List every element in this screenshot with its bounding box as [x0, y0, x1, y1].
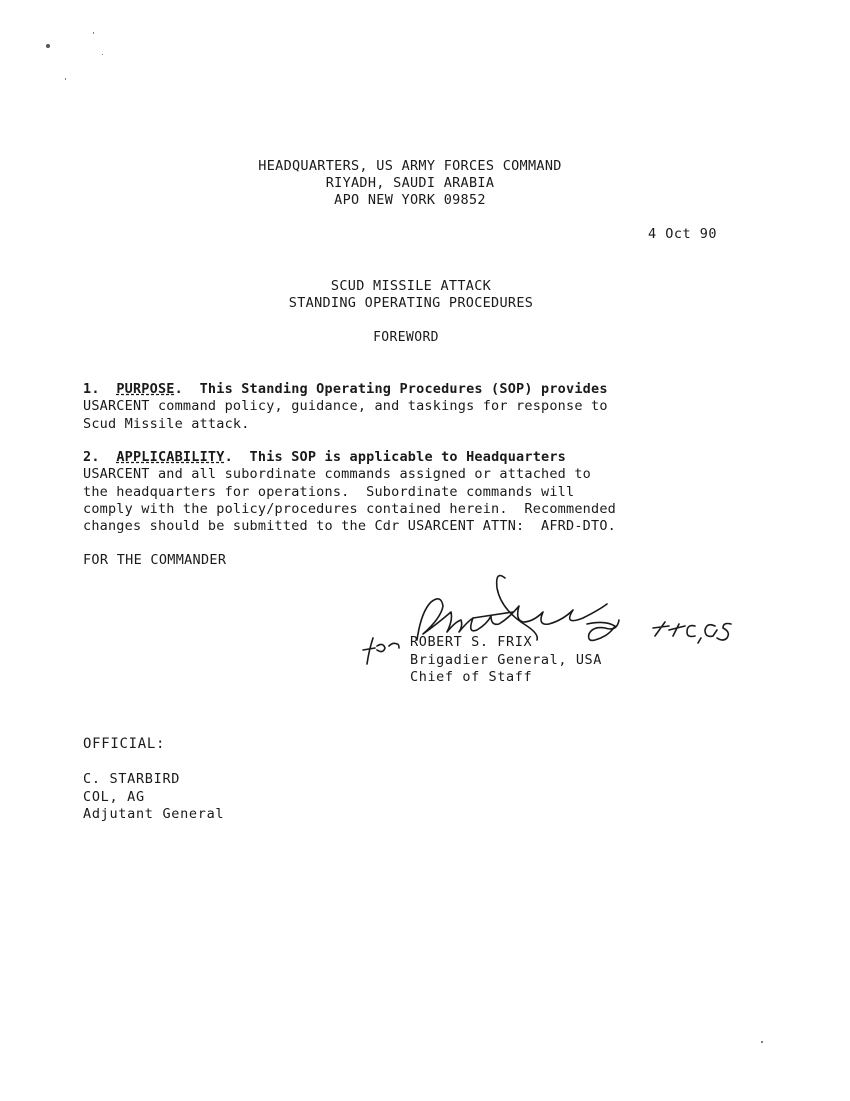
paragraph-heading: APPLICABILITY [116, 449, 225, 465]
official-title: Adjutant General [83, 806, 225, 822]
applicability-paragraph [83, 449, 743, 535]
header-line-1: HEADQUARTERS, US ARMY FORCES COMMAND [258, 158, 562, 174]
document-date: 4 Oct 90 [648, 226, 718, 242]
scan-speck [93, 32, 94, 34]
header-line-3: APO NEW YORK 09852 [334, 192, 486, 208]
paragraph-line [83, 449, 743, 466]
signature-block [410, 634, 602, 687]
official-block [83, 771, 224, 824]
foreword-heading: FOREWORD [373, 330, 439, 345]
paragraph-text: . This Standing Operating Procedures (SOP) provides [174, 381, 608, 397]
paragraph-text: . This SOP is applicable to Headquarters [224, 449, 567, 465]
document-title [0, 278, 822, 312]
scan-speck [761, 1041, 763, 1043]
title-line-1: SCUD MISSILE ATTACK [330, 278, 492, 294]
scan-speck [46, 44, 50, 48]
official-name: C. STARBIRD [83, 771, 181, 787]
signer-title: Chief of Staff [410, 669, 533, 685]
paragraph-line: USARCENT and all subordinate commands assigned or attached to [83, 466, 591, 483]
paragraph-number: 2. [83, 449, 100, 465]
signer-rank: Brigadier General, USA [410, 651, 603, 668]
official-label: OFFICIAL: [83, 736, 166, 752]
official-rank: COL, AG [83, 788, 145, 805]
commander-line: FOR THE COMMANDER [83, 552, 227, 568]
scan-speck [65, 78, 66, 80]
paragraph-line: changes should be submitted to the Cdr USARCENT ATTN: AFRD-DTO. [83, 518, 616, 535]
paragraph-line: USARCENT command policy, guidance, and taskings for response to [83, 398, 608, 415]
paragraph-line: the headquarters for operations. Subordinate commands will [83, 483, 575, 500]
paragraph-number: 1. [83, 381, 100, 397]
header-line-2: RIYADH, SAUDI ARABIA [325, 175, 495, 191]
paragraph-line: Scud Missile attack. [83, 415, 250, 432]
scan-speck [102, 54, 103, 55]
document-header [0, 158, 820, 209]
paragraph-heading: PURPOSE [116, 381, 175, 397]
purpose-paragraph [83, 381, 743, 433]
paragraph-line [83, 381, 743, 398]
paragraph-line: comply with the policy/procedures contained herein. Recommended [83, 500, 616, 517]
title-line-2: STANDING OPERATING PROCEDURES [288, 295, 534, 311]
signer-name: ROBERT S. FRIX [410, 634, 533, 650]
